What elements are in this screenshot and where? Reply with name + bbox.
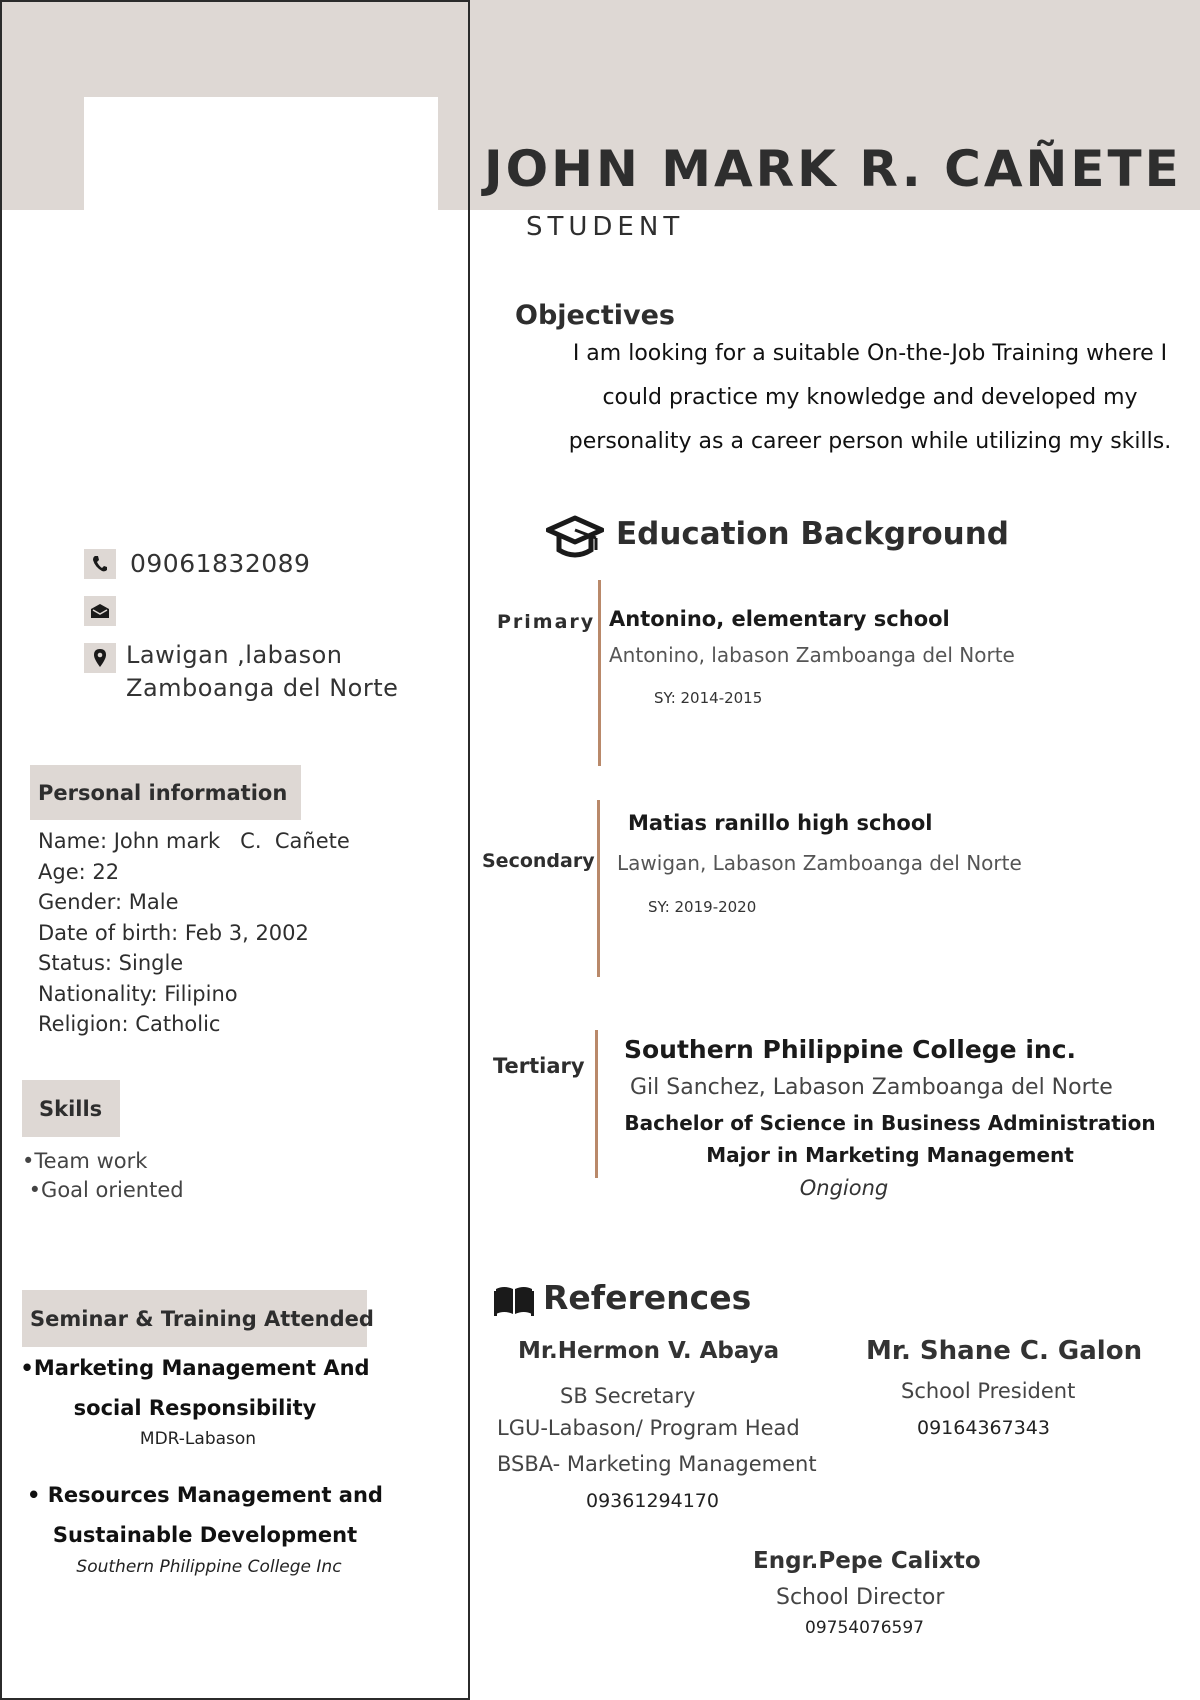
email-icon-box bbox=[84, 596, 116, 626]
contact-phone: 09061832089 bbox=[130, 549, 311, 578]
tertiary-course: Bachelor of Science in Business Administration bbox=[624, 1111, 1156, 1135]
reference-3-phone: 09754076597 bbox=[805, 1618, 924, 1638]
phone-icon-box bbox=[84, 549, 116, 579]
seminar-2-title: • Resources Management and bbox=[27, 1483, 383, 1507]
personal-age: Age: 22 bbox=[38, 859, 120, 884]
reference-2-phone: 09164367343 bbox=[917, 1417, 1050, 1439]
location-icon-box bbox=[84, 643, 116, 673]
location-pin-icon bbox=[93, 648, 107, 668]
reference-1-program: BSBA- Marketing Management bbox=[497, 1452, 817, 1476]
personal-nationality: Nationality: Filipino bbox=[38, 981, 238, 1006]
personal-info-title: Personal information bbox=[30, 765, 301, 820]
envelope-icon bbox=[90, 603, 110, 619]
timeline-line-secondary bbox=[597, 800, 600, 977]
contact-address-line2: Zamboanga del Norte bbox=[126, 674, 399, 702]
education-title: Education Background bbox=[616, 516, 1009, 552]
photo-placeholder bbox=[84, 97, 438, 210]
timeline-line-primary bbox=[598, 580, 601, 766]
reference-2-name: Mr. Shane C. Galon bbox=[866, 1336, 1143, 1366]
objectives-title: Objectives bbox=[515, 300, 675, 331]
reference-1-position: SB Secretary bbox=[560, 1384, 696, 1408]
secondary-school-address: Lawigan, Labason Zamboanga del Norte bbox=[617, 851, 1022, 875]
tertiary-school-address: Gil Sanchez, Labason Zamboanga del Norte bbox=[630, 1075, 1113, 1100]
skill-item: •Team work bbox=[22, 1149, 148, 1173]
primary-school-address: Antonino, labason Zamboanga del Norte bbox=[609, 643, 1015, 667]
seminar-1-subtitle: social Responsibility bbox=[73, 1396, 317, 1420]
reference-1-office: LGU-Labason/ Program Head bbox=[497, 1416, 800, 1440]
reference-1-name: Mr.Hermon V. Abaya bbox=[518, 1338, 780, 1364]
tertiary-status: Ongiong bbox=[799, 1176, 889, 1200]
personal-religion: Religion: Catholic bbox=[38, 1012, 221, 1036]
phone-icon bbox=[92, 555, 108, 573]
tertiary-school-name: Southern Philippine College inc. bbox=[624, 1035, 1077, 1064]
education-level-tertiary: Tertiary bbox=[493, 1054, 585, 1078]
personal-dob: Date of birth: Feb 3, 2002 bbox=[38, 920, 309, 945]
book-icon bbox=[494, 1283, 534, 1317]
seminar-1-organizer: MDR-Labason bbox=[139, 1429, 257, 1449]
seminar-2-subtitle: Sustainable Development bbox=[52, 1523, 358, 1547]
secondary-school-year: SY: 2019-2020 bbox=[648, 898, 757, 916]
seminar-2-organizer: Southern Philippine College Inc bbox=[76, 1557, 342, 1577]
resume-name: JOHN MARK R. CAÑETE bbox=[484, 140, 1182, 198]
primary-school-year: SY: 2014-2015 bbox=[654, 689, 763, 707]
reference-2-position: School President bbox=[901, 1379, 1076, 1403]
contact-address-line1: Lawigan ,labason bbox=[126, 641, 343, 669]
reference-1-phone: 09361294170 bbox=[586, 1490, 719, 1512]
secondary-school-name: Matias ranillo high school bbox=[628, 811, 933, 835]
education-level-primary: Primary bbox=[497, 611, 596, 633]
resume-role: STUDENT bbox=[526, 212, 685, 242]
personal-name: Name: John mark C. Cañete bbox=[38, 829, 350, 853]
personal-status: Status: Single bbox=[38, 951, 184, 975]
skill-item: •Goal oriented bbox=[22, 1178, 184, 1202]
tertiary-major: Major in Marketing Management bbox=[706, 1143, 1074, 1167]
personal-info-list bbox=[38, 826, 350, 1040]
graduation-cap-icon bbox=[546, 514, 604, 562]
references-title: References bbox=[543, 1278, 752, 1317]
seminars-title: Seminar & Training Attended bbox=[22, 1290, 367, 1347]
education-level-secondary: Secondary bbox=[482, 850, 595, 872]
skills-title: Skills bbox=[22, 1080, 120, 1137]
timeline-line-tertiary bbox=[595, 1030, 598, 1178]
reference-3-position: School Director bbox=[776, 1585, 945, 1610]
personal-gender: Gender: Male bbox=[38, 890, 179, 914]
objectives-text: I am looking for a suitable On-the-Job Training where I could practice my knowledge and developed my personality as a career person while utilizing my skills. bbox=[568, 341, 1172, 454]
seminar-1-title: •Marketing Management And bbox=[20, 1356, 370, 1380]
reference-3-name: Engr.Pepe Calixto bbox=[753, 1548, 981, 1574]
skills-list bbox=[22, 1147, 184, 1205]
primary-school-name: Antonino, elementary school bbox=[609, 607, 950, 631]
